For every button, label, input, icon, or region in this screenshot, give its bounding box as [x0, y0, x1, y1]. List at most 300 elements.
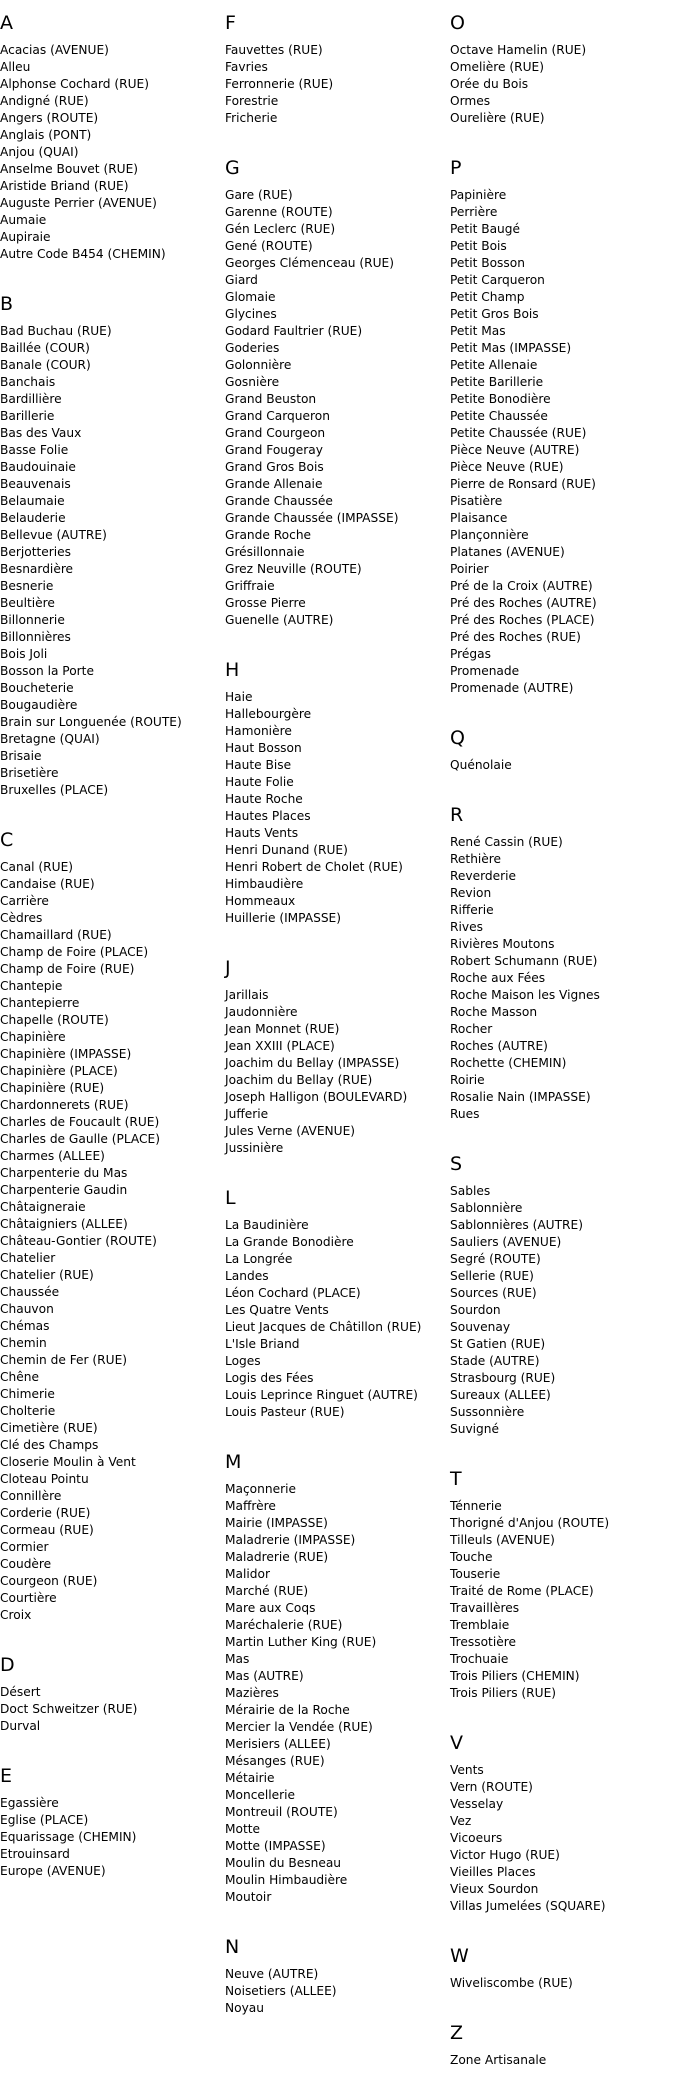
street-link[interactable]: Bougaudière: [0, 698, 78, 712]
street-link[interactable]: Noyau: [225, 2001, 264, 2015]
street-link[interactable]: Basse Folie: [0, 443, 69, 457]
street-link[interactable]: Charles de Gaulle (PLACE): [0, 1132, 160, 1146]
street-link[interactable]: Petit Carqueron: [450, 273, 545, 287]
street-link[interactable]: Cormier: [0, 1540, 49, 1554]
street-link[interactable]: Corderie (RUE): [0, 1506, 91, 1520]
street-link[interactable]: Henri Robert de Cholet (RUE): [225, 860, 403, 874]
street-link[interactable]: Victor Hugo (RUE): [450, 1848, 560, 1862]
street-link[interactable]: Gosnière: [225, 375, 280, 389]
street-link[interactable]: Maffrère: [225, 1499, 276, 1513]
street-link[interactable]: Travaillères: [450, 1601, 520, 1615]
street-link[interactable]: Besnerie: [0, 579, 54, 593]
street-link[interactable]: Connillère: [0, 1489, 62, 1503]
street-link[interactable]: Trois Piliers (RUE): [450, 1686, 557, 1700]
street-link[interactable]: Omelière (RUE): [450, 60, 544, 74]
street-link[interactable]: Roches (AUTRE): [450, 1039, 548, 1053]
street-link[interactable]: Revion: [450, 886, 492, 900]
street-link[interactable]: Roche aux Fées: [450, 971, 546, 985]
street-link[interactable]: René Cassin (RUE): [450, 835, 563, 849]
street-link[interactable]: Canal (RUE): [0, 860, 74, 874]
street-link[interactable]: Bas des Vaux: [0, 426, 82, 440]
street-link[interactable]: Jufferie: [225, 1107, 269, 1121]
street-link[interactable]: Orée du Bois: [450, 77, 529, 91]
street-link[interactable]: Maçonnerie: [225, 1482, 296, 1496]
letter-heading: Z: [450, 2022, 464, 2044]
street-link[interactable]: Petite Allenaie: [450, 358, 538, 372]
street-link[interactable]: Vez: [450, 1814, 472, 1828]
street-link[interactable]: Guenelle (AUTRE): [225, 613, 334, 627]
street-link[interactable]: Grand Carqueron: [225, 409, 330, 423]
street-link[interactable]: Pré des Roches (AUTRE): [450, 596, 597, 610]
street-link[interactable]: Berjotteries: [0, 545, 72, 559]
letter-section-e: [0, 1765, 220, 1880]
street-link[interactable]: Garenne (ROUTE): [225, 205, 333, 219]
street-link[interactable]: Haute Folie: [225, 775, 294, 789]
street-link[interactable]: Moncellerie: [225, 1788, 296, 1802]
street-link[interactable]: Petite Chaussée (RUE): [450, 426, 587, 440]
street-link[interactable]: Bellevue (AUTRE): [0, 528, 107, 542]
letter-section-d: [0, 1654, 220, 1735]
street-link[interactable]: Jules Verne (AVENUE): [225, 1124, 356, 1138]
street-link[interactable]: Ormes: [450, 94, 491, 108]
street-link[interactable]: Cormeau (RUE): [0, 1523, 94, 1537]
street-link[interactable]: Anjou (QUAI): [0, 145, 79, 159]
street-link[interactable]: Coudère: [0, 1557, 52, 1571]
letter-heading: D: [0, 1654, 15, 1676]
street-link[interactable]: Grand Beuston: [225, 392, 317, 406]
street-link[interactable]: Chapinière (PLACE): [0, 1064, 118, 1078]
street-link[interactable]: Châtaigneraie: [0, 1200, 86, 1214]
street-link[interactable]: Traité de Rome (PLACE): [450, 1584, 594, 1598]
letter-section-s: [450, 1153, 670, 1438]
letter-heading: F: [225, 12, 236, 34]
letter-heading: R: [450, 804, 464, 826]
street-link[interactable]: Lieut Jacques de Châtillon (RUE): [225, 1320, 422, 1334]
street-link[interactable]: Banale (COUR): [0, 358, 91, 372]
street-link[interactable]: Pièce Neuve (RUE): [450, 460, 564, 474]
street-link[interactable]: Ourelière (RUE): [450, 111, 545, 125]
street-link[interactable]: Pierre de Ronsard (RUE): [450, 477, 596, 491]
street-link[interactable]: Grande Chaussée (IMPASSE): [225, 511, 399, 525]
street-link[interactable]: Sauliers (AVENUE): [450, 1235, 562, 1249]
street-link[interactable]: Autre Code B454 (CHEMIN): [0, 247, 166, 261]
street-link[interactable]: Pisatière: [450, 494, 503, 508]
street-link[interactable]: Petit Mas (IMPASSE): [450, 341, 572, 355]
street-link[interactable]: Ténnerie: [450, 1499, 502, 1513]
street-link[interactable]: Glomaie: [225, 290, 276, 304]
street-link[interactable]: Haute Bise: [225, 758, 292, 772]
street-link[interactable]: Bois Joli: [0, 647, 48, 661]
street-link[interactable]: Chemin de Fer (RUE): [0, 1353, 128, 1367]
street-link[interactable]: Courtière: [0, 1591, 57, 1605]
street-link[interactable]: Sablonnière: [450, 1201, 523, 1215]
street-link[interactable]: Beauvenais: [0, 477, 71, 491]
street-link[interactable]: Mare aux Coqs: [225, 1601, 316, 1615]
street-link[interactable]: Jean XXIII (PLACE): [225, 1039, 335, 1053]
street-link[interactable]: Champ de Foire (PLACE): [0, 945, 149, 959]
street-link[interactable]: Chauvon: [0, 1302, 54, 1316]
street-link[interactable]: Mazières: [225, 1686, 279, 1700]
street-link[interactable]: Henri Dunand (RUE): [225, 843, 348, 857]
street-link[interactable]: Favries: [225, 60, 268, 74]
street-link[interactable]: Châtaigniers (ALLEE): [0, 1217, 128, 1231]
street-link[interactable]: Gené (ROUTE): [225, 239, 313, 253]
street-link[interactable]: Roche Maison les Vignes: [450, 988, 600, 1002]
street-link[interactable]: Noisetiers (ALLEE): [225, 1984, 337, 1998]
street-link[interactable]: Touserie: [450, 1567, 501, 1581]
street-link[interactable]: Marché (RUE): [225, 1584, 309, 1598]
street-link[interactable]: Zone Artisanale: [450, 2053, 547, 2067]
street-link[interactable]: Martin Luther King (RUE): [225, 1635, 377, 1649]
street-link[interactable]: Vents: [450, 1763, 484, 1777]
street-link[interactable]: Hallebourgère: [225, 707, 312, 721]
street-link[interactable]: Grande Allenaie: [225, 477, 323, 491]
street-link[interactable]: Cimetière (RUE): [0, 1421, 98, 1435]
street-link[interactable]: Sourdon: [450, 1303, 501, 1317]
street-link[interactable]: Rifferie: [450, 903, 494, 917]
street-link[interactable]: Tremblaie: [450, 1618, 510, 1632]
street-link[interactable]: Chémas: [0, 1319, 50, 1333]
street-link[interactable]: Anselme Bouvet (RUE): [0, 162, 139, 176]
street-link[interactable]: Neuve (AUTRE): [225, 1967, 319, 1981]
street-link[interactable]: Poirier: [450, 562, 489, 576]
street-link[interactable]: Moulin Himbaudière: [225, 1873, 348, 1887]
letter-heading: V: [450, 1732, 463, 1754]
street-link[interactable]: Chemin: [0, 1336, 47, 1350]
street-link[interactable]: Hautes Places: [225, 809, 311, 823]
street-link[interactable]: Chêne: [0, 1370, 39, 1384]
street-link[interactable]: Joseph Halligon (BOULEVARD): [225, 1090, 408, 1104]
street-link[interactable]: Pré des Roches (PLACE): [450, 613, 595, 627]
street-link[interactable]: Strasbourg (RUE): [450, 1371, 556, 1385]
street-link[interactable]: Maladrerie (IMPASSE): [225, 1533, 356, 1547]
street-link[interactable]: Jean Monnet (RUE): [225, 1022, 340, 1036]
street-link[interactable]: Ferronnerie (RUE): [225, 77, 334, 91]
street-link[interactable]: Chatelier: [0, 1251, 56, 1265]
street-link[interactable]: Gén Leclerc (RUE): [225, 222, 336, 236]
street-link[interactable]: Petite Bonodière: [450, 392, 551, 406]
street-link[interactable]: Etrouinsard: [0, 1847, 70, 1861]
street-link[interactable]: Rochette (CHEMIN): [450, 1056, 567, 1070]
street-link[interactable]: Pré de la Croix (AUTRE): [450, 579, 593, 593]
street-link[interactable]: Sussonnière: [450, 1405, 525, 1419]
street-link[interactable]: Giard: [225, 273, 258, 287]
street-link[interactable]: Louis Pasteur (RUE): [225, 1405, 345, 1419]
street-link[interactable]: Sources (RUE): [450, 1286, 537, 1300]
street-link[interactable]: Mas (AUTRE): [225, 1669, 304, 1683]
letter-heading: W: [450, 1945, 469, 1967]
street-link[interactable]: Montreuil (ROUTE): [225, 1805, 338, 1819]
street-link[interactable]: Logis des Fées: [225, 1371, 314, 1385]
street-link[interactable]: Octave Hamelin (RUE): [450, 43, 587, 57]
street-link[interactable]: Landes: [225, 1269, 269, 1283]
street-link[interactable]: Les Quatre Vents: [225, 1303, 329, 1317]
street-link[interactable]: Chantepie: [0, 979, 63, 993]
street-link[interactable]: Jarillais: [225, 988, 269, 1002]
street-link[interactable]: Sureaux (ALLEE): [450, 1388, 551, 1402]
letter-heading: B: [0, 293, 14, 315]
street-link[interactable]: Petite Barillerie: [450, 375, 544, 389]
street-link[interactable]: Charmes (ALLEE): [0, 1149, 105, 1163]
letter-section-v: [450, 1732, 670, 1915]
street-link[interactable]: Chapinière (IMPASSE): [0, 1047, 132, 1061]
street-link[interactable]: Bruxelles (PLACE): [0, 783, 109, 797]
street-link[interactable]: Grande Chaussée: [225, 494, 333, 508]
street-link[interactable]: Chapinière: [0, 1030, 66, 1044]
street-link[interactable]: Closerie Moulin à Vent: [0, 1455, 136, 1469]
street-link[interactable]: Grez Neuville (ROUTE): [225, 562, 362, 576]
street-link[interactable]: Himbaudière: [225, 877, 304, 891]
street-link[interactable]: Durval: [0, 1719, 41, 1733]
street-link[interactable]: Malidor: [225, 1567, 270, 1581]
street-link[interactable]: Banchais: [0, 375, 56, 389]
street-link[interactable]: Vieux Sourdon: [450, 1882, 539, 1896]
street-link[interactable]: Platanes (AVENUE): [450, 545, 565, 559]
street-link[interactable]: Wiveliscombe (RUE): [450, 1976, 573, 1990]
street-link[interactable]: Brisetière: [0, 766, 59, 780]
street-link[interactable]: Vieilles Places: [450, 1865, 536, 1879]
street-link[interactable]: Mésanges (RUE): [225, 1754, 325, 1768]
street-link[interactable]: Mas: [225, 1652, 250, 1666]
street-link[interactable]: Tilleuls (AVENUE): [450, 1533, 555, 1547]
street-link[interactable]: Angers (ROUTE): [0, 111, 99, 125]
street-link[interactable]: Charpenterie du Mas: [0, 1166, 128, 1180]
street-link[interactable]: Doct Schweitzer (RUE): [0, 1702, 138, 1716]
street-link[interactable]: Mairie (IMPASSE): [225, 1516, 328, 1530]
street-link[interactable]: Souvenay: [450, 1320, 511, 1334]
street-link[interactable]: Chapinière (RUE): [0, 1081, 105, 1095]
street-link[interactable]: Plaisance: [450, 511, 508, 525]
street-link[interactable]: Fauvettes (RUE): [225, 43, 323, 57]
street-link[interactable]: Moutoir: [225, 1890, 272, 1904]
street-link[interactable]: Eglise (PLACE): [0, 1813, 89, 1827]
street-link[interactable]: Motte (IMPASSE): [225, 1839, 326, 1853]
street-link[interactable]: La Baudinière: [225, 1218, 309, 1232]
letter-heading: L: [225, 1187, 236, 1209]
street-link[interactable]: Belauderie: [0, 511, 66, 525]
street-link[interactable]: Petite Chaussée: [450, 409, 548, 423]
street-link[interactable]: Rethière: [450, 852, 502, 866]
street-link[interactable]: Chantepierre: [0, 996, 80, 1010]
street-link[interactable]: Golonnière: [225, 358, 292, 372]
street-link[interactable]: Trochuaie: [450, 1652, 509, 1666]
street-link[interactable]: Stade (AUTRE): [450, 1354, 540, 1368]
street-link[interactable]: Robert Schumann (RUE): [450, 954, 598, 968]
street-link[interactable]: Joachim du Bellay (IMPASSE): [225, 1056, 400, 1070]
street-link[interactable]: Villas Jumelées (SQUARE): [450, 1899, 606, 1913]
letter-section-b: [0, 293, 220, 799]
street-link[interactable]: Petit Baugé: [450, 222, 521, 236]
street-link[interactable]: Perrière: [450, 205, 498, 219]
street-link[interactable]: Aumaie: [0, 213, 47, 227]
street-link[interactable]: Plançonnière: [450, 528, 529, 542]
street-link[interactable]: Rosalie Nain (IMPASSE): [450, 1090, 591, 1104]
street-link[interactable]: Charpenterie Gaudin: [0, 1183, 128, 1197]
street-link[interactable]: Auguste Perrier (AVENUE): [0, 196, 157, 210]
street-link[interactable]: Alphonse Cochard (RUE): [0, 77, 149, 91]
street-link[interactable]: Moulin du Besneau: [225, 1856, 342, 1870]
street-link[interactable]: Joachim du Bellay (RUE): [225, 1073, 373, 1087]
street-link[interactable]: Sablonnières (AUTRE): [450, 1218, 583, 1232]
street-link[interactable]: Croix: [0, 1608, 32, 1622]
street-link[interactable]: Godard Faultrier (RUE): [225, 324, 363, 338]
street-link[interactable]: Besnardière: [0, 562, 74, 576]
street-link[interactable]: Petit Champ: [450, 290, 525, 304]
street-link[interactable]: Chamaillard (RUE): [0, 928, 112, 942]
street-link[interactable]: Chapelle (ROUTE): [0, 1013, 109, 1027]
street-link[interactable]: Beultière: [0, 596, 55, 610]
street-link[interactable]: Boucheterie: [0, 681, 74, 695]
street-link[interactable]: Mercier la Vendée (RUE): [225, 1720, 373, 1734]
street-link[interactable]: Charles de Foucault (RUE): [0, 1115, 160, 1129]
street-link[interactable]: Aupiraie: [0, 230, 51, 244]
street-link[interactable]: Désert: [0, 1685, 41, 1699]
street-link[interactable]: Anglais (PONT): [0, 128, 92, 142]
street-link[interactable]: Louis Leprince Ringuet (AUTRE): [225, 1388, 418, 1402]
street-link[interactable]: Aristide Briand (RUE): [0, 179, 129, 193]
street-link[interactable]: Cloteau Pointu: [0, 1472, 89, 1486]
street-link[interactable]: Jaudonnière: [225, 1005, 298, 1019]
street-link[interactable]: Mérairie de la Roche: [225, 1703, 350, 1717]
street-link[interactable]: Clé des Champs: [0, 1438, 99, 1452]
street-link[interactable]: Forestrie: [225, 94, 279, 108]
letter-section-g: [225, 157, 445, 629]
street-link[interactable]: Andigné (RUE): [0, 94, 89, 108]
street-link[interactable]: Huillerie (IMPASSE): [225, 911, 342, 925]
street-link[interactable]: Maladrerie (RUE): [225, 1550, 329, 1564]
street-link[interactable]: Sables: [450, 1184, 491, 1198]
street-link[interactable]: Promenade: [450, 664, 520, 678]
letter-section-r: [450, 804, 670, 1123]
street-link[interactable]: Maréchalerie (RUE): [225, 1618, 343, 1632]
street-link[interactable]: L'Isle Briand: [225, 1337, 300, 1351]
street-link[interactable]: Thorigné d'Anjou (ROUTE): [450, 1516, 610, 1530]
letter-section-a: [0, 12, 220, 263]
street-link[interactable]: Vern (ROUTE): [450, 1780, 533, 1794]
street-link[interactable]: Léon Cochard (PLACE): [225, 1286, 361, 1300]
street-link[interactable]: Bretagne (QUAI): [0, 732, 100, 746]
letter-section-f: [225, 12, 445, 127]
street-link[interactable]: St Gatien (RUE): [450, 1337, 546, 1351]
street-link[interactable]: La Longrée: [225, 1252, 293, 1266]
street-link[interactable]: Grande Roche: [225, 528, 312, 542]
street-link[interactable]: Egassière: [0, 1796, 59, 1810]
street-link[interactable]: Loges: [225, 1354, 261, 1368]
street-link[interactable]: Bad Buchau (RUE): [0, 324, 112, 338]
street-link[interactable]: Reverderie: [450, 869, 517, 883]
street-link[interactable]: Château-Gontier (ROUTE): [0, 1234, 157, 1248]
street-link[interactable]: Gare (RUE): [225, 188, 293, 202]
street-link[interactable]: Sellerie (RUE): [450, 1269, 534, 1283]
street-link[interactable]: La Grande Bonodière: [225, 1235, 354, 1249]
street-link[interactable]: Métairie: [225, 1771, 275, 1785]
index-column-3: [450, 0, 670, 2099]
street-link[interactable]: Haut Bosson: [225, 741, 302, 755]
letter-heading: N: [225, 1936, 240, 1958]
street-link[interactable]: Chimerie: [0, 1387, 55, 1401]
street-link[interactable]: Petit Bosson: [450, 256, 525, 270]
street-link[interactable]: Belaumaie: [0, 494, 65, 508]
street-link[interactable]: Haute Roche: [225, 792, 303, 806]
street-link[interactable]: Segré (ROUTE): [450, 1252, 541, 1266]
street-link[interactable]: Brain sur Longuenée (ROUTE): [0, 715, 182, 729]
street-link[interactable]: Jussinière: [225, 1141, 284, 1155]
street-link[interactable]: Hamonière: [225, 724, 292, 738]
street-link[interactable]: Grosse Pierre: [225, 596, 306, 610]
street-link[interactable]: Petit Mas: [450, 324, 506, 338]
street-link[interactable]: Motte: [225, 1822, 261, 1836]
street-link[interactable]: Suvigné: [450, 1422, 500, 1436]
street-link[interactable]: Hommeaux: [225, 894, 296, 908]
street-link[interactable]: Grand Courgeon: [225, 426, 326, 440]
street-link[interactable]: Chatelier (RUE): [0, 1268, 94, 1282]
street-link[interactable]: Petit Bois: [450, 239, 507, 253]
street-link[interactable]: Prégas: [450, 647, 491, 661]
street-link[interactable]: Promenade (AUTRE): [450, 681, 574, 695]
street-link[interactable]: Vicoeurs: [450, 1831, 503, 1845]
street-link[interactable]: Grand Fougeray: [225, 443, 323, 457]
street-link[interactable]: Rocher: [450, 1022, 493, 1036]
street-link[interactable]: Cèdres: [0, 911, 43, 925]
street-link[interactable]: Trois Piliers (CHEMIN): [450, 1669, 580, 1683]
street-link[interactable]: Goderies: [225, 341, 280, 355]
street-link[interactable]: Candaise (RUE): [0, 877, 95, 891]
street-link[interactable]: Champ de Foire (RUE): [0, 962, 135, 976]
street-link[interactable]: Billonnerie: [0, 613, 65, 627]
street-link[interactable]: Rivières Moutons: [450, 937, 555, 951]
street-link[interactable]: Barillerie: [0, 409, 55, 423]
street-link[interactable]: Bardillière: [0, 392, 62, 406]
street-link[interactable]: Petit Gros Bois: [450, 307, 539, 321]
street-link[interactable]: Equarissage (CHEMIN): [0, 1830, 137, 1844]
street-link[interactable]: Chaussée: [0, 1285, 60, 1299]
street-link[interactable]: Cholterie: [0, 1404, 56, 1418]
street-link[interactable]: Fricherie: [225, 111, 278, 125]
street-link[interactable]: Carrière: [0, 894, 49, 908]
street-link[interactable]: Hauts Vents: [225, 826, 299, 840]
street-link[interactable]: Grésillonnaie: [225, 545, 305, 559]
street-link[interactable]: Tressotière: [450, 1635, 516, 1649]
street-link[interactable]: Roirie: [450, 1073, 485, 1087]
street-link[interactable]: Griffraie: [225, 579, 275, 593]
street-link[interactable]: Baillée (COUR): [0, 341, 90, 355]
letter-heading: Q: [450, 727, 465, 749]
street-link[interactable]: Acacias (AVENUE): [0, 43, 109, 57]
street-link[interactable]: Roche Masson: [450, 1005, 538, 1019]
street-link[interactable]: Georges Clémenceau (RUE): [225, 256, 395, 270]
street-link[interactable]: Grand Gros Bois: [225, 460, 324, 474]
street-link[interactable]: Rives: [450, 920, 483, 934]
street-link[interactable]: Glycines: [225, 307, 277, 321]
street-link[interactable]: Courgeon (RUE): [0, 1574, 98, 1588]
street-link[interactable]: Merisiers (ALLEE): [225, 1737, 331, 1751]
street-link[interactable]: Touche: [450, 1550, 493, 1564]
street-link[interactable]: Baudouinaie: [0, 460, 76, 474]
street-link[interactable]: Alleu: [0, 60, 31, 74]
street-link[interactable]: Papinière: [450, 188, 507, 202]
street-link[interactable]: Quénolaie: [450, 758, 512, 772]
street-link[interactable]: Haie: [225, 690, 253, 704]
street-link[interactable]: Pré des Roches (RUE): [450, 630, 581, 644]
street-link[interactable]: Europe (AVENUE): [0, 1864, 106, 1878]
street-link[interactable]: Brisaie: [0, 749, 42, 763]
street-link[interactable]: Rues: [450, 1107, 480, 1121]
street-link[interactable]: Bosson la Porte: [0, 664, 94, 678]
street-link[interactable]: Chardonnerets (RUE): [0, 1098, 129, 1112]
street-link[interactable]: Vesselay: [450, 1797, 504, 1811]
street-link[interactable]: Billonnières: [0, 630, 71, 644]
street-link[interactable]: Pièce Neuve (AUTRE): [450, 443, 580, 457]
